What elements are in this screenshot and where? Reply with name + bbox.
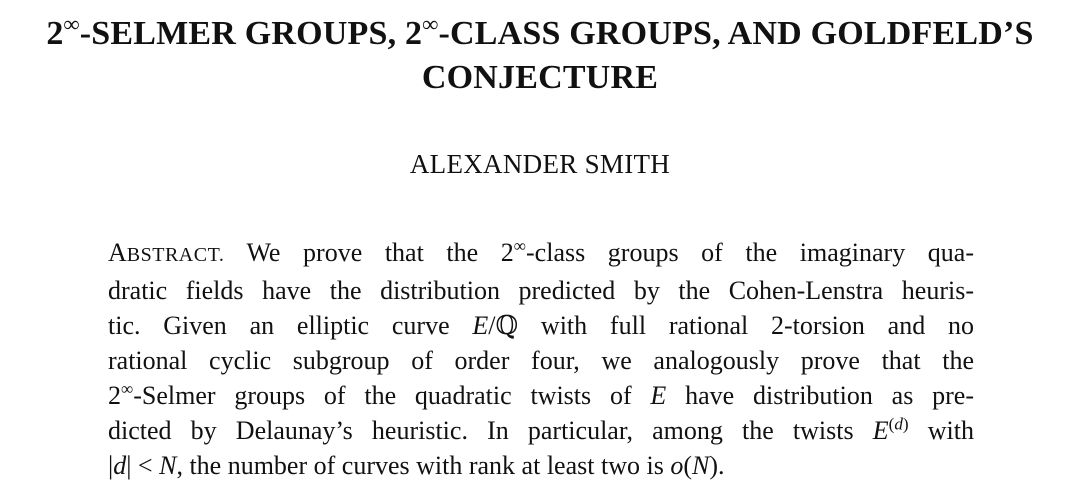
abstract-line-5: 2∞-Selmer groups of the quadratic twists of E have distribution as pre-	[108, 379, 974, 410]
abstract-line-1	[108, 235, 974, 273]
abstract-heading: ABSTRACT.	[108, 238, 225, 267]
abstract	[108, 235, 974, 483]
title-line-1: 2∞-SELMER GROUPS, 2∞-CLASS GROUPS, AND GOLDFELD’S	[46, 11, 1034, 52]
author-name: ALEXANDER SMITH	[409, 149, 671, 179]
title-line-2: CONJECTURE	[421, 59, 659, 96]
abstract-line-2: dratic fields have the distribution predicted by the Cohen-Lenstra heuris-	[108, 276, 974, 305]
abstract-line-3: tic. Given an elliptic curve E/ℚ with full rational 2-torsion and no	[108, 311, 974, 340]
abstract-line-6: dicted by Delaunay’s heuristic. In particular, among the twists $E^{(d)}$ with	[108, 414, 974, 445]
abstract-line-1-text: We prove that the 2∞-class groups of the imaginary qua-	[246, 236, 974, 267]
abstract-line-7: |d| < N, the number of curves with rank at least two is o(N).	[108, 451, 725, 480]
abstract-line-4: rational cyclic subgroup of order four, we analogously prove that the	[108, 346, 974, 375]
paper-title	[0, 12, 1080, 100]
